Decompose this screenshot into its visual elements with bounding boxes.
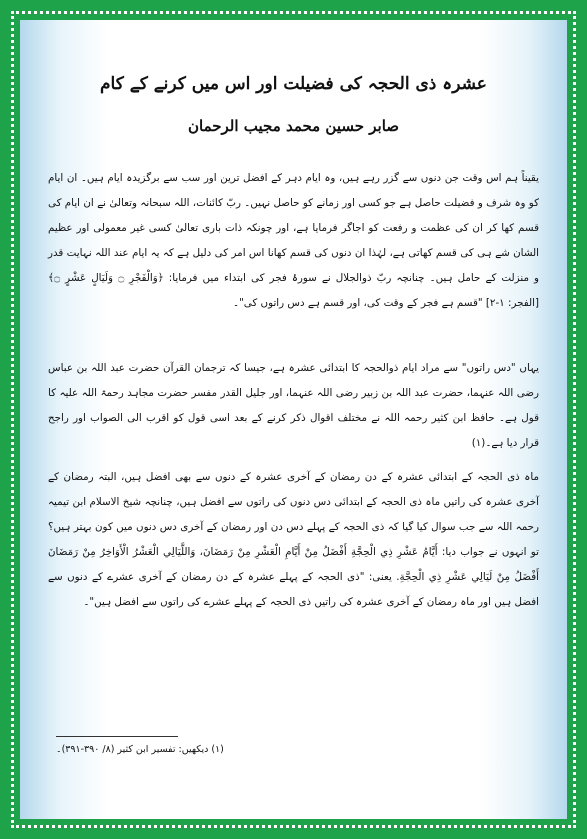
document-title: عشرہ ذی الحجہ کی فضیلت اور اس میں کرنے کے کام [100, 74, 487, 94]
paragraph-1: یقیناً ہم اس وقت جن دنوں سے گزر رہے ہیں، وہ ایام دہر کے افضل ترین اور سب سے برگزیدہ ایام ہیں۔ ان ایام کو وہ شرف و فضیلت حاصل ہے جو کسی اور زمانے کو حاصل نہیں۔ ربّ کائنات، اللہ سبحانہ وتعالیٰ نے ان ایام کی قسم کھا کر ان کی عظمت و رفعت کو اجاگر فرمایا ہے، اور چونکہ ذات باری تعالیٰ کسی غیر معمولی اور عظیم الشان شے ہی کی قسم کھاتی ہے، لہٰذا ان دنوں کی قسم کھانا اس امر کی دلیل ہے کہ یہ ایام عند اللہ نہایت قدر و منزلت کے حامل ہیں۔ چنانچہ ربّ ذوالجلال نے سورۂ فجر کی ابتداء میں فرمایا: ﴿وَالْفَجْرِ ۝ وَلَيَالٍ عَشْرٍ ۝﴾ [الفجر: ۱-۲] "قسم ہے فجر کے وقت کی، اور قسم ہے دس راتوں کی"۔ [48, 172, 539, 309]
document-page [20, 20, 567, 819]
author-name: صابر حسین محمد مجیب الرحمان [187, 117, 400, 135]
paragraph-2: یہاں "دس راتوں" سے مراد ایام ذوالحجہ کا ابتدائی عشرہ ہے، جیسا کہ ترجمان القرآن حضرت عبد اللہ بن عباس رضی اللہ عنہما، حضرت عبد اللہ بن زبیر رضی اللہ عنہما، اور جلیل القدر مفسر حضرت مجاہد رحمۃ اللہ علیہ کا قول ہے۔ حافظ ابن کثیر رحمہ اللہ نے مختلف اقوال ذکر کرنے کے بعد اسی قول کو اقرب الی الصواب اور راجح قرار دیا ہے۔(۱) [48, 362, 539, 449]
footnote: (۱) دیکھیں: تفسیر ابن کثیر (۸/ ۳۹۰-۳۹۱)۔ [56, 744, 224, 755]
footnote-divider [56, 736, 178, 737]
paragraph-3: ماہ ذی الحجہ کے ابتدائی عشرہ کے دن رمضان کے آخری عشرہ کے دنوں سے بھی افضل ہیں، البتہ رمضان کے آخری عشرہ کی راتیں ماہ ذی الحجہ کے ابتدائی دس دنوں کی راتوں سے افضل ہیں، چنانچہ شیخ الاسلام ابن تیمیہ رحمہ اللہ سے جب سوال کیا گیا کہ ذی الحجہ کے پہلے دس دن اور رمضان کے آخری دس دنوں میں کون بہتر ہیں؟ تو انہوں نے جواب دیا: أَيَّامُ عَشْرِ ذِي الْحِجَّةِ أَفْضَلُ مِنْ أَيَّامِ الْعَشْرِ مِنْ رَمَضَانَ، وَاللَّيَالِي الْعَشْرُ الْأَوَاخِرُ مِنْ رَمَضَانَ أَفْضَلُ مِنْ لَيَالِي عَشْرِ ذِي الْحِجَّةِ. یعنی: "ذی الحجہ کے پہلے عشرہ کے دن رمضان کے آخری عشرے کے دنوں سے افضل ہیں اور ماہ رمضان کے آخری عشرہ کی راتیں ذی الحجہ کے پہلے عشرے کی راتوں سے افضل ہیں"۔ [48, 471, 539, 608]
